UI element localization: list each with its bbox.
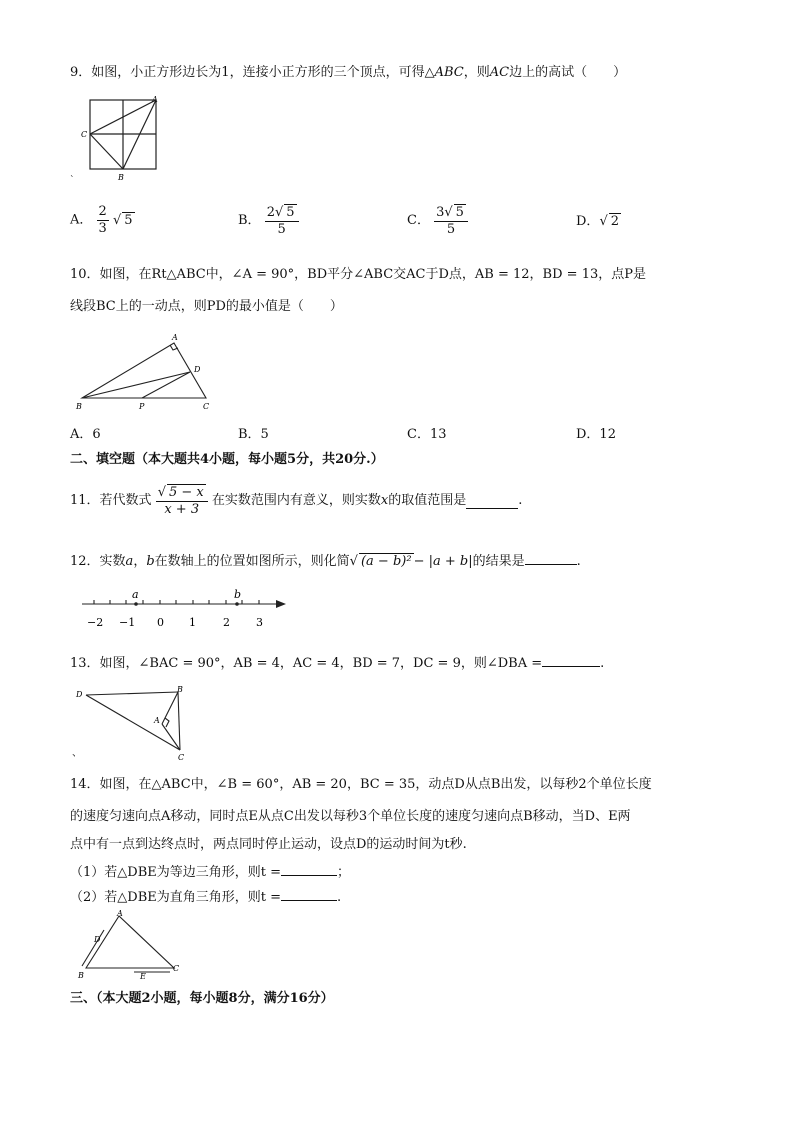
q14-stem-line1: 14．如图，在△ABC中，∠B = 60°，AB = 20，BC = 35，动点D从点B出发，以每秒2个单位长度: [70, 777, 652, 792]
q14-label-a: A: [117, 909, 123, 918]
q12-tick-label: −2: [87, 616, 104, 629]
q13-label-c: C: [178, 753, 185, 762]
q13-label-d: D: [76, 690, 83, 699]
q12-label-a: a: [132, 588, 139, 601]
q10-label-c: C: [203, 402, 210, 411]
q12-point-b: [235, 602, 239, 606]
q9-option-a: A． $\frac{2}{3}$ √ 5: [70, 204, 133, 236]
q12-stem: 12．实数a，b在数轴上的位置如图所示，则化简√ (a − b)² − |a + b|的结果是 .: [70, 550, 581, 571]
q10-stem-line2: 线段BC上的一动点，则PD的最小值是（ ）: [70, 299, 343, 314]
section-2-heading: 二、填空题（本大题共4小题，每小题5分，共20分.）: [70, 452, 384, 467]
q9-option-b: B． $\frac{2√ 5}{5}$: [238, 204, 299, 238]
q12-tick-label: 0: [157, 616, 164, 629]
q14-stem-line2: 的速度匀速向点A移动，同时点E从点C出发以每秒3个单位长度的速度匀速向点B移动，当D、E两: [70, 809, 631, 824]
q12-number-line: [78, 586, 293, 634]
q13-answer-blank[interactable]: [542, 652, 600, 667]
q9-label-c: C: [81, 130, 88, 139]
q13-label-b: B: [177, 685, 183, 694]
stray-mark-1: `: [70, 176, 75, 186]
q11-answer-blank[interactable]: [466, 494, 518, 509]
q10-label-p: P: [139, 402, 145, 411]
q12-tick-label: 2: [223, 616, 230, 629]
q14-stem-line3: 点中有一点到达终点时，两点同时停止运动，设点D的运动时间为t秒.: [70, 837, 467, 852]
q11-stem: 11．若代数式 $\frac{√ 5 - x}{x + 3}$ 在实数范围内有意义，则实数x的取值范围是 .: [70, 485, 523, 517]
q10-label-a: A: [172, 333, 178, 342]
q10-option-d: D．12: [576, 427, 616, 442]
q14-sub1: （1）若△DBE为等边三角形，则t = ；: [70, 861, 350, 882]
q9-stem: 9．如图，小正方形边长为1，连接小正方形的三个顶点，可得△ABC，则AC边上的高试（ ）: [70, 65, 627, 80]
q14-label-c: C: [173, 964, 180, 973]
q12-tick-label: 1: [189, 616, 196, 629]
axis-arrow-icon: [276, 600, 286, 608]
q14-sub2: （2）若△DBE为直角三角形，则t = .: [70, 886, 341, 907]
q9-option-c: C． $\frac{3√ 5}{5}$: [407, 204, 468, 238]
q14-label-d: D: [94, 935, 101, 944]
q12-label-b: b: [234, 588, 242, 601]
q10-option-c: C．13: [407, 427, 447, 442]
q13-label-a: A: [154, 716, 160, 725]
q14-label-b: B: [78, 971, 84, 980]
q10-label-d: D: [194, 365, 201, 374]
q10-triangle-figure: [74, 330, 224, 414]
q13-figure: [74, 684, 194, 764]
q14-label-e: E: [140, 972, 146, 980]
q9-label-b: B: [118, 173, 124, 182]
section-3-heading: 三、（本大题2小题，每小题8分，满分16分）: [70, 991, 334, 1006]
q9-grid-figure: [76, 92, 166, 187]
q10-stem-line1: 10．如图，在Rt△ABC中，∠A = 90°，BD平分∠ABC交AC于D点，AB = 12，BD = 13，点P是: [70, 267, 646, 282]
q14-sub1-blank[interactable]: [281, 861, 337, 876]
q14-triangle-figure: [74, 908, 189, 980]
q14-sub2-blank[interactable]: [281, 886, 337, 901]
q11-fraction: $\frac{√ 5 - x}{x + 3}$: [156, 484, 208, 518]
q12-tick-label: 3: [256, 616, 263, 629]
q10-option-a: A．6: [70, 427, 101, 442]
stray-mark-2: 、: [72, 748, 82, 759]
q12-point-a: [134, 602, 138, 606]
q12-answer-blank[interactable]: [525, 550, 577, 565]
q13-stem: 13．如图，∠BAC = 90°，AB = 4，AC = 4，BD = 7，DC = 9，则∠DBA = .: [70, 652, 604, 673]
q9-option-d: D．√ 2: [576, 214, 620, 229]
q9-label-a: A: [152, 95, 158, 104]
q12-tick-label: −1: [119, 616, 136, 629]
q10-label-b: B: [76, 402, 82, 411]
q10-option-b: B．5: [238, 427, 269, 442]
